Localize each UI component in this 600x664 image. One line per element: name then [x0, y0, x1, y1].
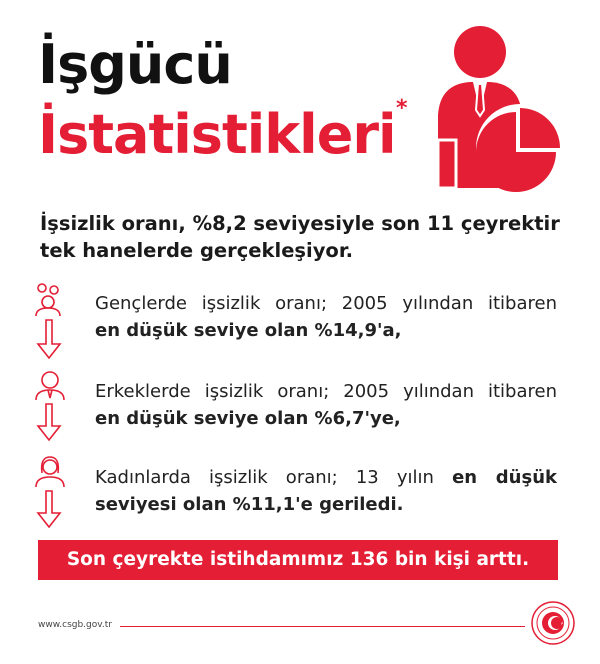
headline-text: İşsizlik oranı, %8,2 seviyesiyle son 11 çeyrektir tek hanelerde gerçekleşiyor. [40, 212, 560, 262]
woman-icon [28, 455, 88, 535]
footer-url[interactable]: www.csgb.gov.tr [38, 620, 112, 630]
youth-line-1: Gençlerde işsizlik oranı; 2005 yılından itibaren [95, 293, 557, 314]
title-line-2: İstatistikleri [38, 103, 396, 166]
women-line-1-normal: Kadınlarda işsizlik oranı; 13 yılın [95, 467, 434, 488]
women-line-1 [95, 464, 557, 491]
youth-group-icon [28, 282, 88, 362]
ministry-seal-icon [530, 600, 576, 646]
women-line-1-bold: en düşük [452, 467, 557, 488]
man-icon [28, 370, 88, 450]
youth-unemployment-item [95, 290, 557, 344]
men-line-1: Erkeklerde işsizlik oranı; 2005 yılından itibaren [95, 381, 557, 402]
women-unemployment-item [95, 464, 557, 518]
women-line-2: seviyesi olan %11,1'e geriledi. [95, 494, 404, 515]
men-line-2: en düşük seviye olan %6,7'ye, [95, 408, 401, 429]
footer-divider [120, 626, 525, 627]
worker-chart-icon [410, 20, 570, 195]
title-asterisk: * [396, 96, 408, 121]
employment-banner: Son çeyrekte istihdamımız 136 bin kişi arttı. [38, 540, 558, 580]
youth-line-2: en düşük seviye olan %14,9'a, [95, 320, 402, 341]
men-unemployment-item [95, 378, 557, 432]
title-line-1: İşgücü [38, 33, 232, 96]
